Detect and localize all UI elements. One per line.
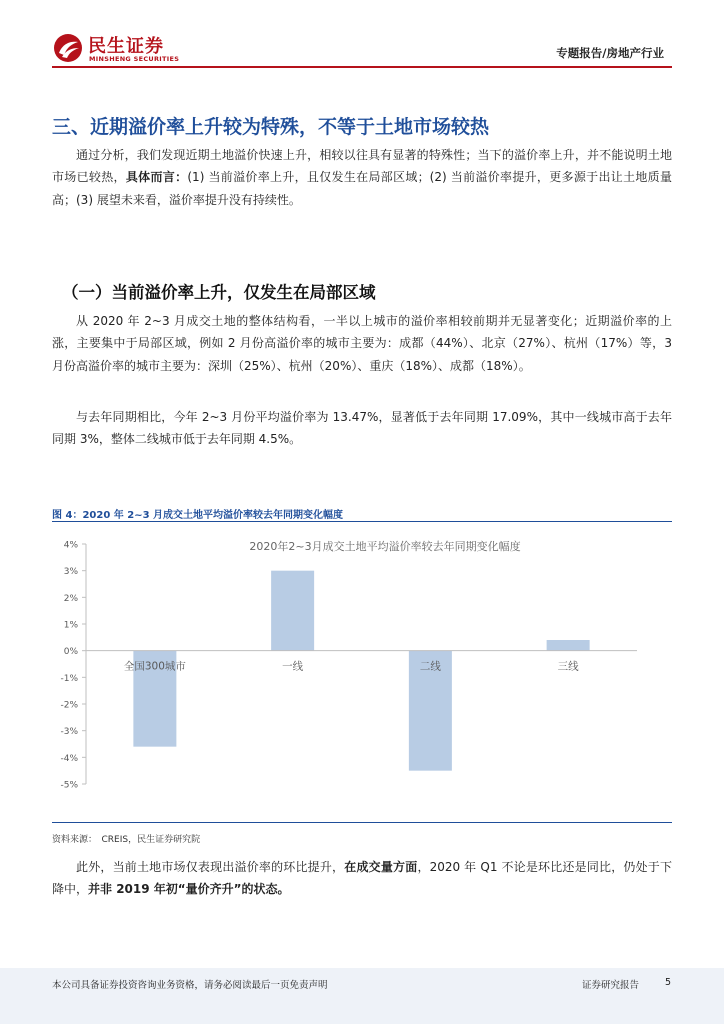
x-category-label: 全国300城市 <box>123 660 186 673</box>
y-tick-label: 1% <box>63 620 78 631</box>
figure-source: 资料来源： CREIS，民生证券研究院 <box>52 835 201 845</box>
x-category-label: 一线 <box>282 660 304 673</box>
bar-1 <box>271 571 314 651</box>
y-tick-label: 3% <box>63 567 78 578</box>
figure-label: 图 4：2020 年 2~3 月成交土地平均溢价率较去年同期变化幅度 <box>52 510 344 521</box>
header-divider <box>52 66 672 68</box>
figure-bottom-rule <box>52 822 672 823</box>
intro-bold: 具体而言： <box>125 170 188 185</box>
y-tick-label: 0% <box>63 647 78 658</box>
closing-mid: ，2020 年 Q1 不论是环比还是同比，仍处于下降中， <box>52 860 672 897</box>
closing-paragraph <box>52 856 672 901</box>
closing-lead: 此外，当前土地市场仅表现出溢价率的环比提升， <box>76 860 345 874</box>
premium-change-chart <box>52 524 672 820</box>
closing-bold-state: 并非 2019 年初“量价齐升”的状态。 <box>88 882 290 897</box>
report-type: 专题报告/房地产行业 <box>556 46 664 60</box>
logo-wordmark: 民生证券 <box>88 36 164 57</box>
chart-title: 2020年2~3月成交土地平均溢价率较去年同期变化幅度 <box>249 540 521 553</box>
footer-label: 证券研究报告 <box>582 980 640 991</box>
figure-top-rule <box>52 521 672 522</box>
y-tick-label: 4% <box>63 540 78 551</box>
y-tick-label: -5% <box>60 780 78 791</box>
y-tick-label: 2% <box>63 593 78 604</box>
logo-english: MINSHENG SECURITIES <box>89 55 180 63</box>
section-title: 三、近期溢价率上升较为特殊，不等于土地市场较热 <box>52 116 490 138</box>
body-paragraph-structure: 从 2020 年 2~3 月成交土地的整体结构看，一半以上城市的溢价率相较前期并无显著变化；近期溢价率的上涨，主要集中于局部区域，例如 2 月份高溢价率的城市主要为：成都（44%）、北京（27%）、杭州（17%）等，3 月份高溢价率的城市主要为：深圳（25%）、杭州（20%）、重庆（18%）、成都（18%）。 <box>52 314 672 373</box>
y-tick-label: -3% <box>60 727 78 738</box>
y-tick-label: -2% <box>60 700 78 711</box>
footer-disclaimer: 本公司具备证券投资咨询业务资格，请务必阅读最后一页免责声明 <box>52 980 328 991</box>
intro-lead: 通过分析，我们发现近期土地溢价快速上升，相较以往具有显著的特殊性；当下的溢价率上升，并不能说明土地市场已较热， <box>52 148 672 185</box>
x-category-label: 二线 <box>419 660 441 673</box>
intro-tail: (1) 当前溢价率上升，且仅发生在局部区域；(2) 当前溢价率提升，更多源于出让土地质量高；(3) 展望未来看，溢价率提升没有持续性。 <box>52 170 672 207</box>
page-number: 5 <box>665 977 672 988</box>
page-header <box>0 0 724 74</box>
minsheng-logo-icon <box>53 33 83 63</box>
subsection-title: （一）当前溢价率上升，仅发生在局部区域 <box>62 283 376 302</box>
bar-3 <box>547 640 590 651</box>
x-category-label: 三线 <box>557 660 579 673</box>
intro-paragraph <box>52 144 672 211</box>
y-tick-label: -4% <box>60 753 78 764</box>
body-paragraph-yoy: 与去年同期相比，今年 2~3 月份平均溢价率为 13.47%，显著低于去年同期 17.09%，其中一线城市高于去年同期 3%，整体二线城市低于去年同期 4.5%。 <box>52 410 672 447</box>
y-tick-label: -1% <box>60 673 78 684</box>
closing-bold-volume: 在成交量方面 <box>344 860 418 874</box>
